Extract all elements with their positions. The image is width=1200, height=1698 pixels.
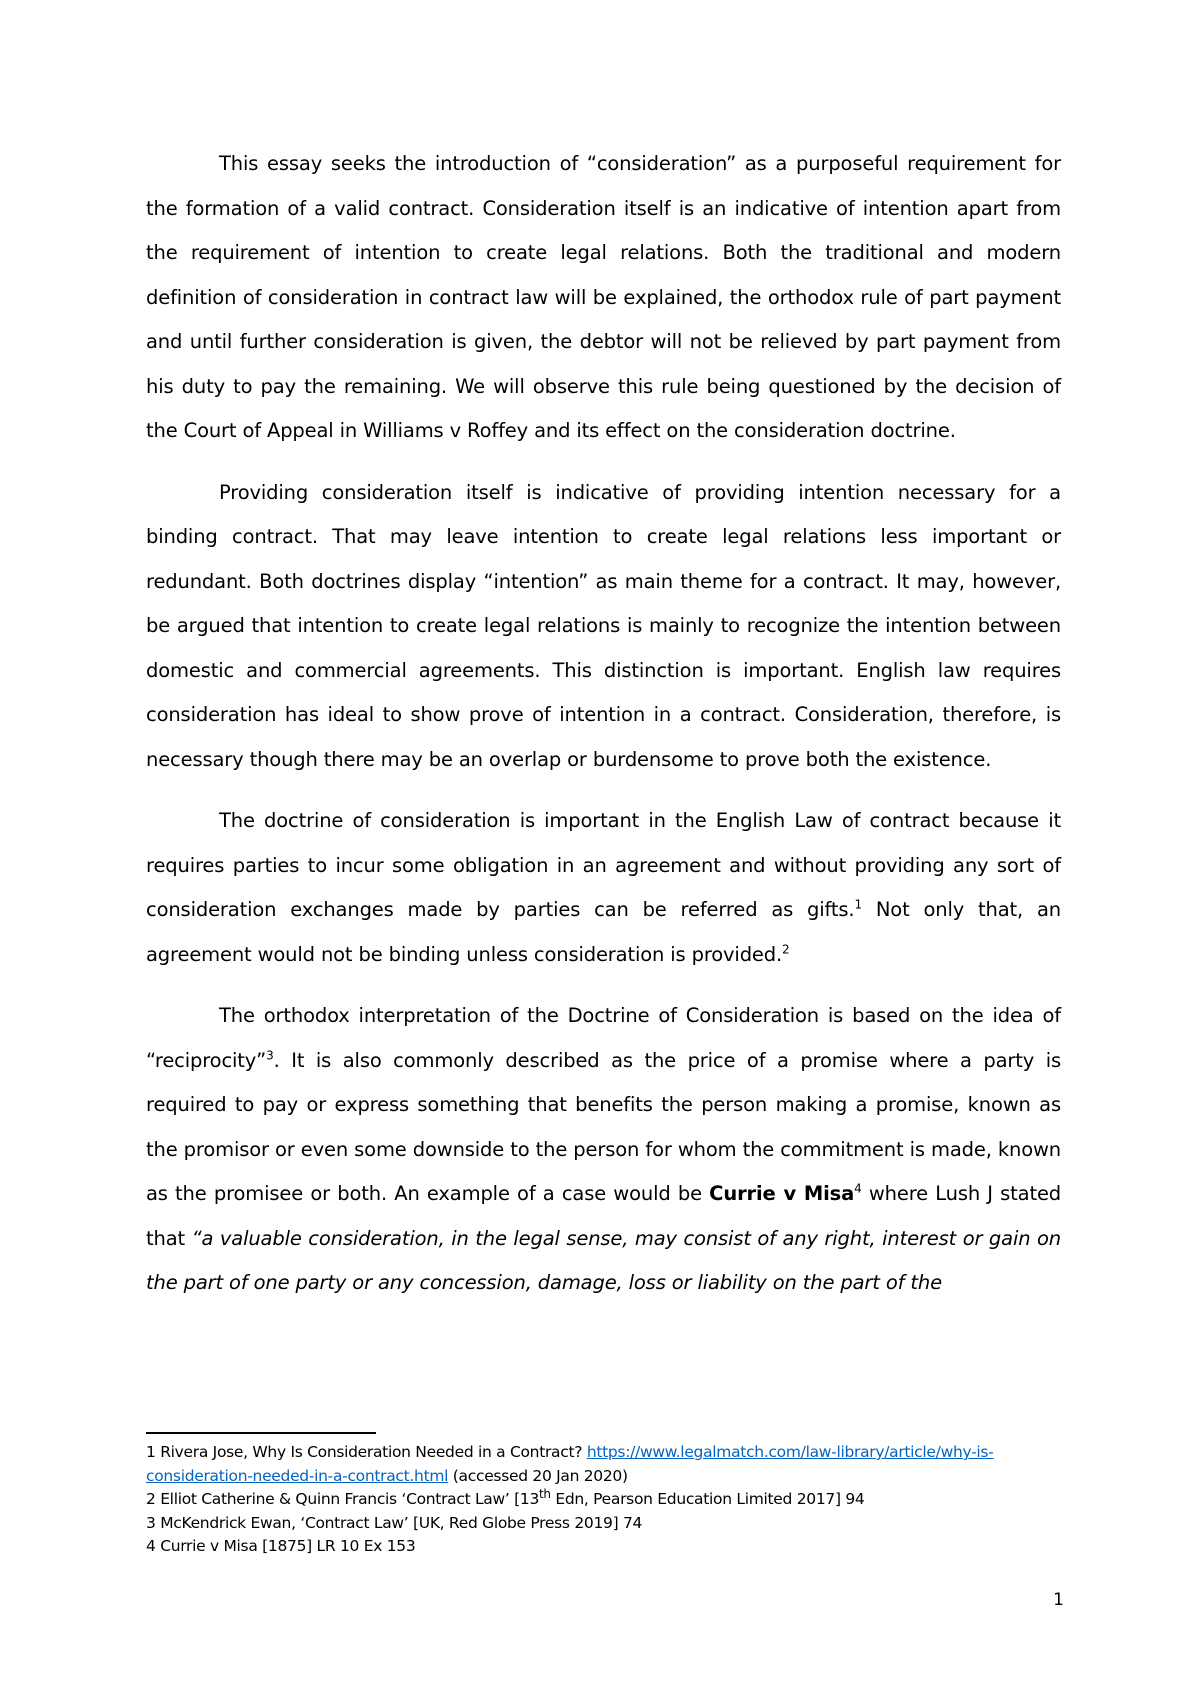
paragraph-text: Not only that, an agreement would not be binding unless consideration is provided. bbox=[146, 898, 1061, 966]
paragraph-text: The doctrine of consideration is important in the English Law of contract because it requires parties to incur some obligation in an agreement and without providing any sort of consideration exchanges made by parties can be referred as gifts. bbox=[146, 809, 1061, 921]
footnote-ref-3[interactable]: 3 bbox=[266, 1048, 274, 1062]
paragraph-doctrine-importance bbox=[146, 799, 1061, 977]
footnotes bbox=[146, 1441, 1061, 1559]
page-number: 1 bbox=[1053, 1590, 1064, 1610]
footnote-link[interactable]: https://www.legalmatch.com/law-library/article/why-is-consideration-needed-in-a-contract.html bbox=[146, 1443, 994, 1485]
footnote-ref-4[interactable]: 4 bbox=[854, 1181, 862, 1196]
paragraph-text: . It is also commonly described as the price of a promise where a party is required to pay or express something that benefits the person making a promise, known as the promisor or even some downside to the person for whom the commitment is made, known as the promisee or both. An example of a case would be bbox=[146, 1048, 1061, 1205]
footnote-text: 1 Rivera Jose, Why Is Consideration Needed in a Contract? bbox=[146, 1443, 587, 1461]
footnote-text: 2 Elliot Catherine & Quinn Francis ‘Contract Law’ [13 bbox=[146, 1490, 540, 1508]
case-name-currie-v-misa: Currie v Misa bbox=[709, 1182, 855, 1205]
quotation: “a valuable consideration, in the legal sense, may consist of any right, interest or gain on the part of one party or any concession, damage, loss or liability on the part of the bbox=[146, 1226, 1061, 1294]
footnote-ref-2[interactable]: 2 bbox=[782, 942, 790, 956]
footnote-ref-1[interactable]: 1 bbox=[854, 897, 862, 912]
footnote-text: (accessed 20 Jan 2020) bbox=[448, 1466, 628, 1485]
footnote-separator bbox=[146, 1432, 376, 1434]
essay-body bbox=[146, 142, 1061, 1306]
paragraph-text: where Lush J stated that bbox=[146, 1182, 1062, 1250]
paragraph-intention: Providing consideration itself is indicative of providing intention necessary for a binding contract. That may leave intention to create legal relations less important or redundant. Both doctrines display “intention” as main theme for a contract. It may, however, be argued that intention to create legal relations is mainly to recognize the intention between domestic and commercial agreements. This distinction is important. English law requires consideration has ideal to show prove of intention in a contract. Consideration, therefore, is necessary though there may be an overlap or burdensome to prove both the existence. bbox=[146, 480, 1061, 771]
footnote-3: 3 McKendrick Ewan, ‘Contract Law’ [UK, Red Globe Press 2019] 74 bbox=[146, 1513, 643, 1532]
paragraph-introduction: This essay seeks the introduction of “consideration” as a purposeful requirement for the formation of a valid contract. Consideration itself is an indicative of intention apart from the requirement of intention to create legal relations. Both the traditional and modern definition of consideration in contract law will be explained, the orthodox rule of part payment and until further consideration is given, the debtor will not be relieved by part payment from his duty to pay the remaining. We will observe this rule being questioned by the decision of the Court of Appeal in Williams v Roffey and its effect on the consideration doctrine. bbox=[146, 152, 1061, 442]
footnote-1 bbox=[146, 1441, 1061, 1488]
edition-superscript: th bbox=[539, 1486, 551, 1501]
footnote-text: Edn, Pearson Education Limited 2017] 94 bbox=[550, 1490, 865, 1508]
footnote-4: 4 Currie v Misa [1875] LR 10 Ex 153 bbox=[146, 1537, 416, 1555]
footnote-2 bbox=[146, 1488, 1061, 1512]
paragraph-orthodox-interpretation bbox=[146, 994, 1061, 1306]
paragraph-text: The orthodox interpretation of the Doctrine of Consideration is based on the idea of “reciprocity” bbox=[146, 1004, 1061, 1072]
